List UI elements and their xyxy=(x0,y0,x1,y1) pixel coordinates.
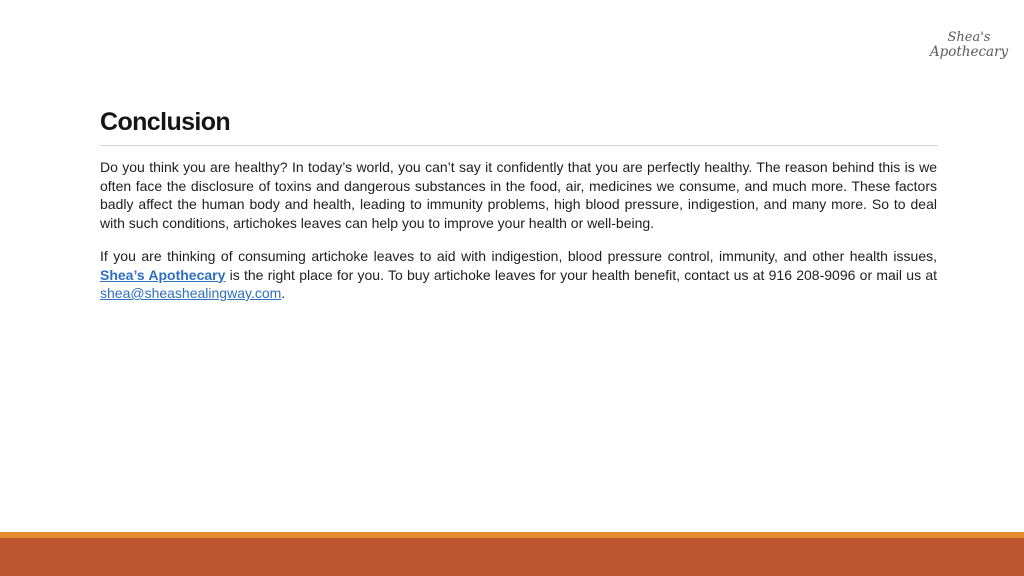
paragraph-1: Do you think you are healthy? In today’s world, you can’t say it confidently that you are perfectly healthy. The reason behind this is we often face the disclosure of toxins and dangerous substances in the food, air, medicines we consume, and much more. These factors badly affect the human body and health, leading to immunity problems, high blood pressure, indigestion, and many more. So to deal with such conditions, artichokes leaves can help you to improve your health or well-being. xyxy=(100,159,937,231)
brand-logo xyxy=(924,30,1014,60)
email-link[interactable]: shea@sheashealingway.com xyxy=(100,285,282,301)
paragraph-2-text-middle: is the right place for you. To buy artichoke leaves for your health benefit, contact us at 916 208-9096 or mail us at xyxy=(225,266,937,283)
logo-line-2: Apothecary xyxy=(929,44,1009,60)
paragraph-2-text-end: . xyxy=(281,285,286,301)
paragraph-2-text-start: If you are thinking of consuming artichoke leaves to aid with indigestion, blood pressure control, immunity, and other health issues, xyxy=(100,248,937,264)
title-divider xyxy=(100,145,938,146)
brand-link[interactable]: Shea’s Apothecary xyxy=(100,266,226,283)
slide-title: Conclusion xyxy=(100,108,231,136)
slide-body xyxy=(100,158,937,318)
paragraph-2 xyxy=(100,247,937,303)
logo-line-1: Shea's xyxy=(947,30,991,45)
footer-bar xyxy=(0,538,1024,576)
